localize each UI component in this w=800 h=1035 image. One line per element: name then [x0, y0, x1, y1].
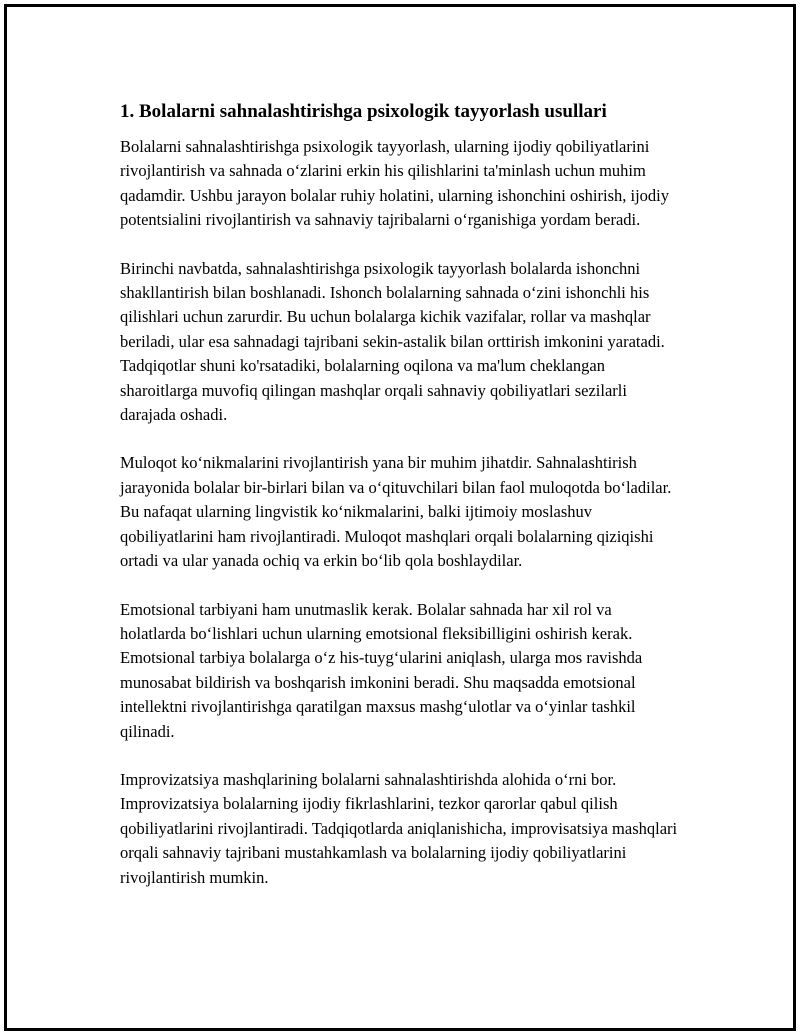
- paragraph-2: Birinchi navbatda, sahnalashtirishga psixologik tayyorlash bolalarda ishonchni shakllantirish bilan boshlanadi. Ishonch bolalarning sahnada o‘zini ishonchli his qilishlari uchun zarurdir. Bu uchun bolalarga kichik vazifalar, rollar va mashqlar beriladi, ular esa sahnadagi tajribani sekin-astalik bilan orttirish imkonini yaratadi. Tadqiqotlar shuni ko'rsatadiki, bolalarning oqilona va ma'lum cheklangan sharoitlarga muvofiq qilingan mashqlar orqali sahnaviy qobiliyatlari sezilarli darajada oshadi.: [120, 258, 665, 425]
- section-heading: 1. Bolalarni sahnalashtirishga psixologik tayyorlash usullari: [120, 101, 607, 122]
- document-page: [4, 4, 796, 1031]
- paragraph-4: Emotsional tarbiyani ham unutmaslik kerak. Bolalar sahnada har xil rol va holatlarda bo‘lishlari uchun ularning emotsional fleksibilligini oshirish kerak. Emotsional tarbiya bolalarga o‘z his-tuyg‘ularini aniqlash, ularga mos ravishda munosabat bildirish va boshqarish imkonini beradi. Shu maqsadda emotsional intellektni rivojlantirishga qaratilgan maxsus mashg‘ulotlar va o‘yinlar tashkil qilinadi.: [120, 599, 643, 741]
- paragraph-1: Bolalarni sahnalashtirishga psixologik tayyorlash, ularning ijodiy qobiliyatlarini rivojlantirish va sahnada o‘zlarini erkin his qilishlarini ta'minlash uchun muhim qadamdir. Ushbu jarayon bolalar ruhiy holatini, ularning ishonchini oshirish, ijodiy potentsialini rivojlantirish va sahnaviy tajribalarni o‘rganishiga yordam beradi.: [120, 137, 670, 230]
- document-body: [120, 99, 680, 914]
- paragraph-5: Improvizatsiya mashqlarining bolalarni sahnalashtirishda alohida o‘rni bor. Improvizatsiya bolalarning ijodiy fikrlashlarini, tezkor qarorlar qabul qilish qobiliyatlarini rivojlantiradi. Tadqiqotlarda aniqlanishicha, improvisatsiya mashqlari orqali sahnaviy tajribani mustahkamlash va bolalarning ijodiy qobiliyatlarini rivojlantirish mumkin.: [120, 769, 678, 887]
- paragraph-3: Muloqot ko‘nikmalarini rivojlantirish yana bir muhim jihatdir. Sahnalashtirish jarayonida bolalar bir-birlari bilan va o‘qituvchilari bilan faol muloqotda bo‘ladilar. Bu nafaqat ularning lingvistik ko‘nikmalarini, balki ijtimoiy moslashuv qobiliyatlarini ham rivojlantiradi. Muloqot mashqlari orqali bolalarning qiziqishi ortadi va ular yanada ochiq va erkin bo‘lib qola boshlaydilar.: [120, 453, 672, 571]
